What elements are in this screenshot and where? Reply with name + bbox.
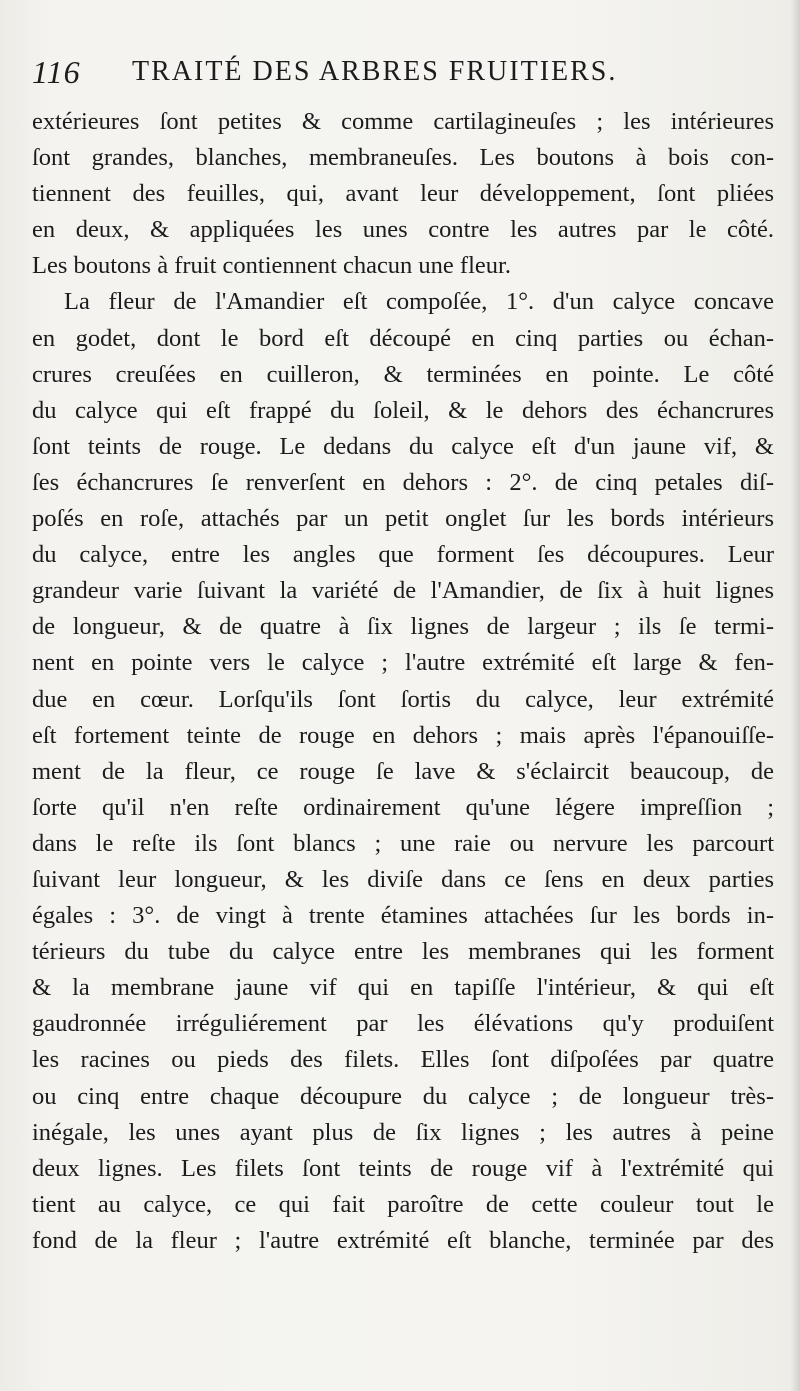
- page-spine-shadow: [790, 0, 800, 1391]
- text-line: les racines ou pieds des filets. Elles ſont diſpoſées par quatre: [32, 1046, 774, 1074]
- text-line: de longueur, & de quatre à ſix lignes de largeur ; ils ſe termi-: [32, 613, 774, 641]
- text-line: tiennent des feuilles, qui, avant leur développement, ſont pliées: [32, 180, 774, 208]
- page-number: 116: [32, 54, 81, 90]
- text-line: en deux, & appliquées les unes contre les autres par le côté.: [32, 216, 774, 244]
- text-line: ſorte qu'il n'en reſte ordinairement qu'une légere impreſſion ;: [32, 793, 774, 821]
- running-title: TRAITÉ DES ARBRES FRUITIERS.: [132, 56, 618, 87]
- text-line: en godet, dont le bord eſt découpé en cinq parties ou échan-: [32, 324, 774, 352]
- text-line: du calyce qui eſt frappé du ſoleil, & le dehors des échancrures: [32, 396, 774, 424]
- text-line: deux lignes. Les filets ſont teints de rouge vif à l'extrémité qui: [32, 1154, 774, 1182]
- text-line: crures creuſées en cuilleron, & terminées en pointe. Le côté: [32, 360, 774, 388]
- text-line: tient au calyce, ce qui fait paroître de cette couleur tout le: [32, 1190, 774, 1218]
- text-line: égales : 3°. de vingt à trente étamines attachées ſur les bords in-: [32, 902, 774, 930]
- text-line: fond de la fleur ; l'autre extrémité eſt blanche, terminée par des: [32, 1226, 774, 1254]
- text-line: ment de la fleur, ce rouge ſe lave & s'éclaircit beaucoup, de: [32, 757, 774, 785]
- text-line: grandeur varie ſuivant la variété de l'Amandier, de ſix à huit lignes: [32, 577, 774, 605]
- text-line: extérieures ſont petites & comme cartilagineuſes ; les intérieures: [32, 108, 774, 135]
- text-line: ſes échancrures ſe renverſent en dehors : 2°. de cinq petales diſ-: [32, 468, 774, 496]
- text-line: inégale, les unes ayant plus de ſix lignes ; les autres à peine: [32, 1118, 774, 1146]
- text-line: poſés en roſe, attachés par un petit onglet ſur les bords intérieurs: [32, 505, 774, 533]
- text-line: gaudronnée irréguliérement par les élévations qu'y produiſent: [32, 1010, 774, 1038]
- text-line: térieurs du tube du calyce entre les membranes qui les forment: [32, 938, 774, 966]
- text-line: ſont grandes, blanches, membraneuſes. Les boutons à bois con-: [32, 144, 774, 172]
- text-line: & la membrane jaune vif qui en tapiſſe l'intérieur, & qui eſt: [32, 974, 774, 1002]
- text-line: Les boutons à fruit contiennent chacun une fleur.: [32, 252, 511, 280]
- page-header: [32, 54, 772, 94]
- text-line: dans le reſte ils ſont blancs ; une raie ou nervure les parcourt: [32, 829, 774, 857]
- text-line: due en cœur. Lorſqu'ils ſont ſortis du calyce, leur extrémité: [32, 685, 774, 713]
- text-line: eſt fortement teinte de rouge en dehors ; mais après l'épanouiſſe-: [32, 721, 774, 749]
- body-text: [32, 104, 774, 1259]
- text-line: nent en pointe vers le calyce ; l'autre extrémité eſt large & fen-: [32, 649, 774, 677]
- text-line: La fleur de l'Amandier eſt compoſée, 1°. d'un calyce concave: [64, 288, 774, 316]
- text-line: ou cinq entre chaque découpure du calyce ; de longueur très-: [32, 1082, 774, 1110]
- text-line: ſuivant leur longueur, & les diviſe dans ce ſens en deux parties: [32, 865, 774, 893]
- text-line: ſont teints de rouge. Le dedans du calyce eſt d'un jaune vif, &: [32, 432, 774, 460]
- text-line: du calyce, entre les angles que forment ſes découpures. Leur: [32, 541, 774, 569]
